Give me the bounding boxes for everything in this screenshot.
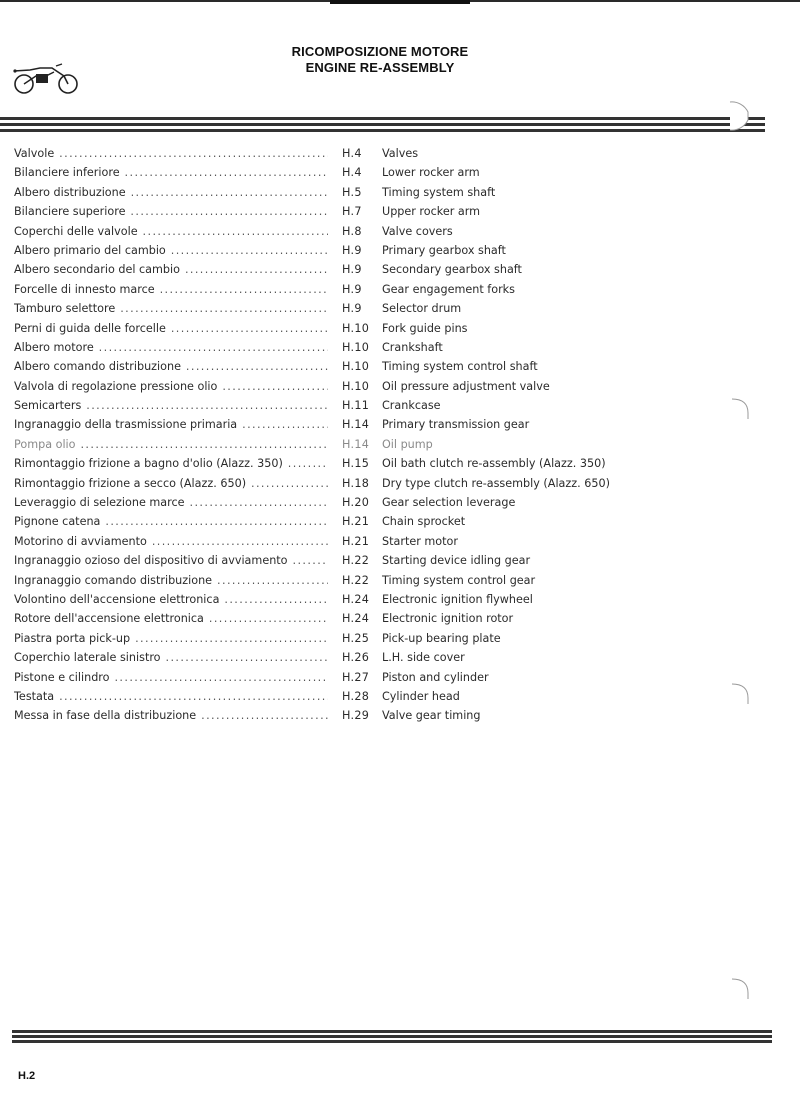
toc-english-title: Oil pressure adjustment valve [382, 379, 550, 393]
toc-italian-title: Perni di guida delle forcelle ..... [14, 319, 328, 338]
toc-english-title: Lower rocker arm [382, 166, 480, 180]
toc-italian-title: Messa in fase della distribuzione ..... [14, 706, 328, 725]
toc-page-ref: H.20 [342, 496, 370, 510]
toc-page-ref: H.10 [342, 321, 370, 335]
toc-italian-title: Albero comando distribuzione ..... [14, 357, 328, 376]
toc-page-ref: H.7 [342, 205, 362, 219]
toc-page-ref: H.14 [342, 418, 370, 432]
toc-italian-title: Valvola di regolazione pressione olio ..... [14, 377, 328, 396]
toc-row [14, 415, 714, 434]
toc-english-title: Valve gear timing [382, 709, 481, 723]
toc-page-ref: H.4 [342, 166, 362, 180]
toc-page-ref: H.14 [342, 437, 370, 451]
toc-page-ref: H.10 [342, 340, 370, 354]
toc-row [14, 512, 714, 531]
toc-row [14, 435, 714, 454]
toc-page-ref: H.22 [342, 554, 370, 568]
toc-page-ref: H.10 [342, 360, 370, 374]
toc-english-title: Electronic ignition flywheel [382, 592, 533, 606]
toc-page-ref: H.26 [342, 651, 370, 665]
toc-italian-title: Piastra porta pick-up ..... [14, 629, 328, 648]
toc-row [14, 377, 714, 396]
toc-english-title: Valves [382, 147, 419, 160]
toc-row [14, 648, 714, 667]
toc-page-ref: H.15 [342, 457, 370, 471]
toc-english-title: Pick-up bearing plate [382, 631, 501, 645]
toc-italian-title: Ingranaggio della trasmissione primaria ..... [14, 415, 328, 434]
title-english: ENGINE RE-ASSEMBLY [305, 60, 455, 75]
toc-row [14, 687, 714, 706]
toc-row [14, 357, 714, 376]
toc-english-title: Piston and cylinder [382, 670, 489, 684]
toc-english-title: Cylinder head [382, 689, 460, 703]
toc-english-title: Selector drum [382, 302, 462, 316]
toc-page-ref: H.4 [342, 147, 362, 160]
toc-italian-title: Valvole ..... [14, 144, 328, 163]
toc-english-title: Oil pump [382, 437, 433, 451]
page-number: H.2 [18, 1070, 36, 1082]
toc-page-ref: H.8 [342, 224, 362, 238]
toc-page-ref: H.11 [342, 399, 370, 413]
toc-row [14, 454, 714, 473]
toc-english-title: Oil bath clutch re-assembly (Alazz. 350) [382, 457, 606, 471]
toc-row [14, 551, 714, 570]
toc-page-ref: H.28 [342, 689, 370, 703]
footer-stripes [12, 1030, 772, 1044]
toc-page-ref: H.24 [342, 612, 370, 626]
toc-row [14, 183, 714, 202]
toc-italian-title: Rimontaggio frizione a bagno d'olio (Alazz. 350) ..... [14, 454, 328, 473]
toc-italian-title: Ingranaggio comando distribuzione ..... [14, 571, 328, 590]
toc-english-title: Primary transmission gear [382, 418, 530, 432]
toc-row [14, 706, 714, 725]
toc-italian-title: Albero primario del cambio ..... [14, 241, 328, 260]
binder-hole-icon [728, 975, 758, 1005]
toc-page-ref: H.29 [342, 709, 370, 723]
toc-english-title: Valve covers [382, 224, 453, 238]
toc-italian-title: Bilanciere inferiore ..... [14, 163, 328, 182]
toc-page-ref: H.25 [342, 631, 370, 645]
toc-italian-title: Pompa olio ..... [14, 435, 328, 454]
toc-italian-title: Albero motore ..... [14, 338, 328, 357]
toc-page-ref: H.5 [342, 185, 362, 199]
toc-italian-title: Testata ..... [14, 687, 328, 706]
top-rule-accent [330, 0, 470, 4]
toc-english-title: Primary gearbox shaft [382, 243, 506, 257]
toc-page-ref: H.10 [342, 379, 370, 393]
toc-italian-title: Volontino dell'accensione elettronica ..... [14, 590, 328, 609]
toc-row [14, 299, 714, 318]
toc-english-title: Starting device idling gear [382, 554, 531, 568]
binder-hole-icon [728, 395, 758, 425]
toc-italian-title: Tamburo selettore ..... [14, 299, 328, 318]
toc-english-title: Starter motor [382, 534, 458, 548]
toc-italian-title: Pistone e cilindro ..... [14, 668, 328, 687]
toc-english-title: Chain sprocket [382, 515, 466, 529]
toc-row [14, 163, 714, 182]
toc-page-ref: H.22 [342, 573, 370, 587]
toc-english-title: Crankshaft [382, 340, 443, 354]
toc-page-ref: H.21 [342, 534, 370, 548]
toc-english-title: Crankcase [382, 399, 441, 413]
toc-page-ref: H.18 [342, 476, 370, 490]
toc-page-ref: H.27 [342, 670, 370, 684]
toc-row [14, 338, 714, 357]
toc-english-title: Gear selection leverage [382, 496, 516, 510]
toc-italian-title: Leveraggio di selezione marce ..... [14, 493, 328, 512]
toc-row [14, 222, 714, 241]
binder-tab-icon [718, 98, 768, 138]
toc-row [14, 571, 714, 590]
toc-row [14, 241, 714, 260]
binder-hole-icon [728, 680, 758, 710]
toc-english-title: Upper rocker arm [382, 205, 481, 219]
toc-row [14, 280, 714, 299]
header-stripes [0, 117, 765, 133]
toc-row [14, 590, 714, 609]
toc-page-ref: H.9 [342, 282, 362, 296]
toc-english-title: Timing system shaft [382, 185, 496, 199]
toc-english-title: Electronic ignition rotor [382, 612, 514, 626]
title-block [0, 44, 760, 76]
toc-italian-title: Albero secondario del cambio ..... [14, 260, 328, 279]
title-italian: RICOMPOSIZIONE MOTORE [291, 44, 469, 59]
table-of-contents [14, 144, 714, 726]
toc-italian-title: Coperchio laterale sinistro ..... [14, 648, 328, 667]
toc-page-ref: H.9 [342, 302, 362, 316]
toc-page-ref: H.24 [342, 592, 370, 606]
toc-english-title: Fork guide pins [382, 321, 468, 335]
toc-row [14, 396, 714, 415]
toc-page-ref: H.21 [342, 515, 370, 529]
toc-row [14, 532, 714, 551]
toc-italian-title: Ingranaggio ozioso del dispositivo di avviamento ..... [14, 551, 328, 570]
toc-english-title: Timing system control shaft [382, 360, 538, 374]
toc-english-title: L.H. side cover [382, 651, 465, 665]
toc-page-ref: H.9 [342, 243, 362, 257]
toc-english-title: Gear engagement forks [382, 282, 515, 296]
toc-row [14, 260, 714, 279]
toc-italian-title: Pignone catena ..... [14, 512, 328, 531]
toc-english-title: Secondary gearbox shaft [382, 263, 522, 277]
toc-row [14, 668, 714, 687]
toc-row [14, 202, 714, 221]
toc-row [14, 629, 714, 648]
toc-page-ref: H.9 [342, 263, 362, 277]
toc-italian-title: Coperchi delle valvole ..... [14, 222, 328, 241]
toc-row [14, 493, 714, 512]
toc-row [14, 474, 714, 493]
toc-italian-title: Rimontaggio frizione a secco (Alazz. 650) ..... [14, 474, 328, 493]
toc-italian-title: Bilanciere superiore ..... [14, 202, 328, 221]
toc-row [14, 144, 714, 163]
toc-english-title: Timing system control gear [382, 573, 536, 587]
toc-italian-title: Motorino di avviamento ..... [14, 532, 328, 551]
toc-italian-title: Rotore dell'accensione elettronica ..... [14, 609, 328, 628]
toc-italian-title: Semicarters ..... [14, 396, 328, 415]
toc-italian-title: Forcelle di innesto marce ..... [14, 280, 328, 299]
toc-italian-title: Albero distribuzione ..... [14, 183, 328, 202]
toc-english-title: Dry type clutch re-assembly (Alazz. 650) [382, 476, 610, 490]
toc-row [14, 319, 714, 338]
toc-row [14, 609, 714, 628]
